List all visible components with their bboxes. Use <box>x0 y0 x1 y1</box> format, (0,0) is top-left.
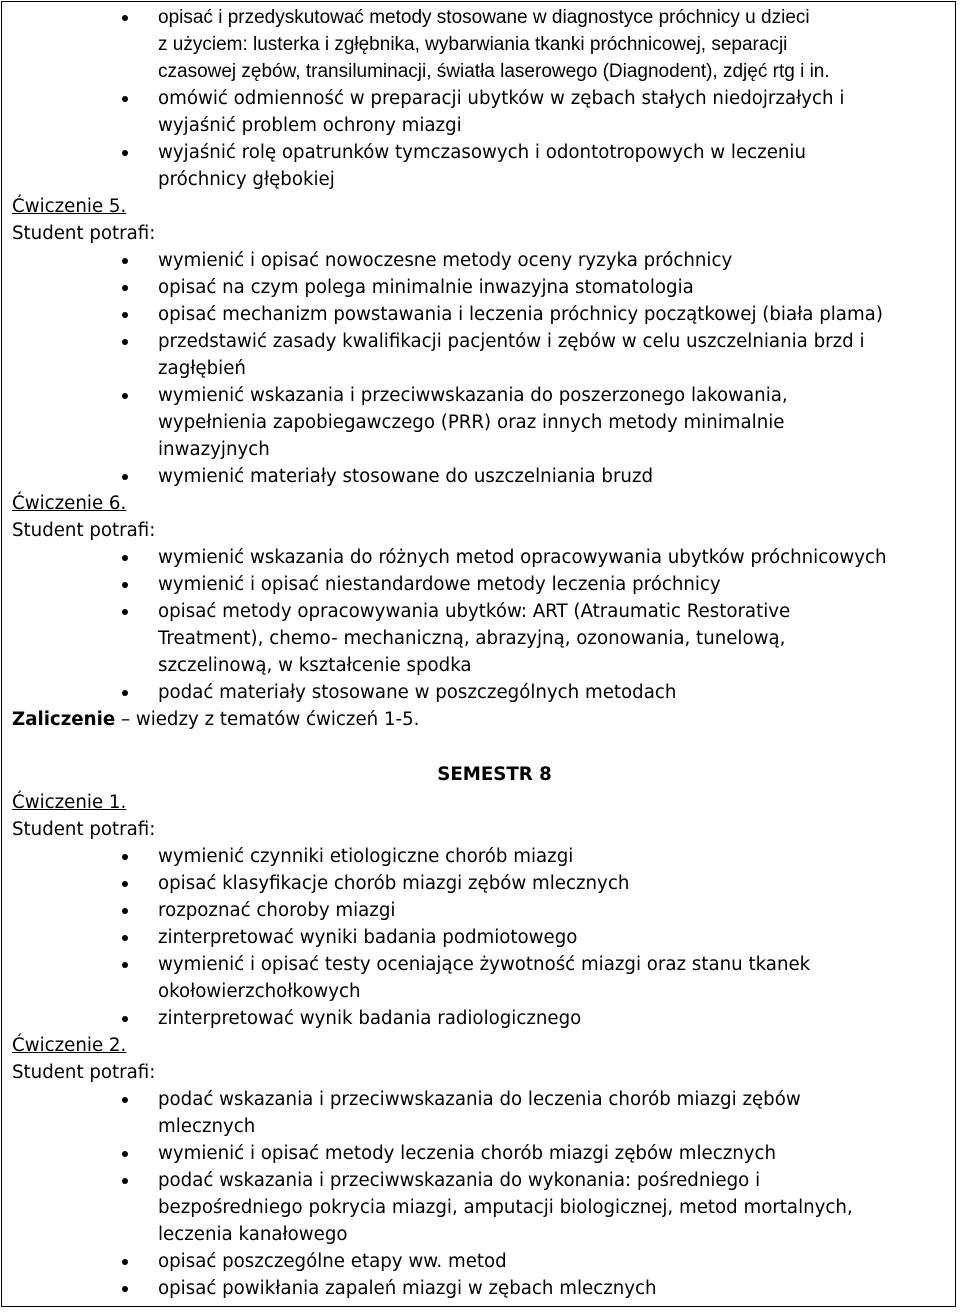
bullet-icon <box>122 962 128 968</box>
bullet-icon <box>122 609 128 615</box>
list-item <box>12 301 947 328</box>
list-item-line: wyjaśnić problem ochrony miazgi <box>158 115 462 136</box>
list-item <box>12 274 947 301</box>
list-item <box>12 328 947 382</box>
s8-exercise-2-list <box>12 1086 947 1302</box>
zaliczenie-line <box>12 706 947 733</box>
list-item-line: opisać metody opracowywania ubytków: ART (Atraumatic Restorative <box>158 601 791 622</box>
list-item-line: opisać mechanizm powstawania i leczenia próchnicy początkowej (biała plama) <box>158 304 883 325</box>
list-item-line: opisać klasyfikacje chorób miazgi zębów mlecznych <box>158 873 630 894</box>
list-item-line: szczelinową, w kształcenie spodka <box>158 655 472 676</box>
exercise-5-student: Student potrafi: <box>12 223 156 244</box>
bullet-icon <box>122 1286 128 1292</box>
bullet-icon <box>122 285 128 291</box>
prev-bullet-list <box>12 85 947 193</box>
list-item <box>12 843 947 870</box>
list-item <box>12 85 947 139</box>
list-item-line: Treatment), chemo- mechaniczną, abrazyjną, ozonowania, tunelową, <box>158 628 786 649</box>
list-item <box>12 1248 947 1275</box>
exercise-5-heading: Ćwiczenie 5. <box>12 196 127 217</box>
list-item-line: wymienić i opisać metody leczenia chorób miazgi zębów mlecznych <box>158 1143 777 1164</box>
list-item-line: wymienić i opisać nowoczesne metody oceny ryzyka próchnicy <box>158 250 733 271</box>
list-item <box>12 139 947 193</box>
s8-exercise-2-student: Student potrafi: <box>12 1062 156 1083</box>
list-item <box>12 1275 947 1302</box>
list-item-line: leczenia kanałowego <box>158 1224 348 1245</box>
list-item <box>12 679 947 706</box>
list-item <box>12 1167 947 1248</box>
bullet-icon <box>122 1151 128 1157</box>
list-item <box>12 951 947 1005</box>
list-item-line: opisać na czym polega minimalnie inwazyjna stomatologia <box>158 277 694 298</box>
bullet-icon <box>122 1097 128 1103</box>
list-item-line: omówić odmienność w preparacji ubytków w zębach stałych niedojrzałych i <box>158 88 845 109</box>
list-item-line: zinterpretować wyniki badania podmiotowego <box>158 927 578 948</box>
exercise-6-heading: Ćwiczenie 6. <box>12 493 127 514</box>
bullet-icon <box>122 1178 128 1184</box>
list-item-line: z użyciem: lusterka i zgłębnika, wybarwiania tkanki próchnicowej, separacji <box>158 34 788 55</box>
bullet-icon <box>122 15 128 21</box>
bullet-icon <box>122 150 128 156</box>
bullet-icon <box>122 582 128 588</box>
s8-exercise-1-student: Student potrafi: <box>12 819 156 840</box>
s8-exercise-1-heading: Ćwiczenie 1. <box>12 792 127 813</box>
bullet-icon <box>122 1016 128 1022</box>
list-item-line: rozpoznać choroby miazgi <box>158 900 396 921</box>
list-item <box>12 870 947 897</box>
list-item-line: przedstawić zasady kwalifikacji pacjentów i zębów w celu uszczelniania brzd i <box>158 331 865 352</box>
list-item <box>12 924 947 951</box>
bullet-icon <box>122 935 128 941</box>
bullet-icon <box>122 555 128 561</box>
list-item-line: wypełnienia zapobiegawczego (PRR) oraz innych metody minimalnie <box>158 412 785 433</box>
list-item-line: podać wskazania i przeciwwskazania do leczenia chorób miazgi zębów <box>158 1089 801 1110</box>
list-item <box>12 4 947 85</box>
list-item <box>12 382 947 463</box>
list-item <box>12 247 947 274</box>
list-item <box>12 463 947 490</box>
bullet-icon <box>122 1259 128 1265</box>
bullet-icon <box>122 96 128 102</box>
list-item-line: bezpośredniego pokrycia miazgi, amputacji biologicznej, metod mortalnych, <box>158 1197 853 1218</box>
exercise-6-list <box>12 544 947 706</box>
exercise-6-student: Student potrafi: <box>12 520 156 541</box>
zaliczenie-label: Zaliczenie <box>12 709 116 730</box>
list-item <box>12 544 947 571</box>
bullet-icon <box>122 393 128 399</box>
list-item-line: zinterpretować wynik badania radiologicznego <box>158 1008 582 1029</box>
list-item-line: opisać poszczególne etapy ww. metod <box>158 1251 507 1272</box>
list-item-line: zagłębień <box>158 358 246 379</box>
list-item-line: mlecznych <box>158 1116 256 1137</box>
list-item-line: podać materiały stosowane w poszczególnych metodach <box>158 682 677 703</box>
list-item <box>12 571 947 598</box>
list-item-line: okołowierzchołkowych <box>158 981 361 1002</box>
list-item-line: czasowej zębów, transiluminacji, światła laserowego (Diagnodent), zdjęć rtg i in. <box>158 61 830 82</box>
top-section <box>12 4 947 85</box>
bullet-icon <box>122 339 128 345</box>
bullet-icon <box>122 312 128 318</box>
list-item <box>12 897 947 924</box>
bullet-icon <box>122 474 128 480</box>
list-item <box>12 1005 947 1032</box>
list-item-line: wymienić wskazania i przeciwwskazania do poszerzonego lakowania, <box>158 385 788 406</box>
list-item <box>12 1140 947 1167</box>
list-item-line: wymienić i opisać niestandardowe metody leczenia próchnicy <box>158 574 721 595</box>
list-item-line: próchnicy głębokiej <box>158 169 335 190</box>
list-item-line: podać wskazania i przeciwwskazania do wykonania: pośredniego i <box>158 1170 761 1191</box>
top-bullet-list <box>12 4 947 85</box>
semester-heading: SEMESTR 8 <box>437 764 552 785</box>
list-item-line: opisać i przedyskutować metody stosowane w diagnostyce próchnicy u dzieci <box>158 7 810 28</box>
bullet-icon <box>122 881 128 887</box>
list-item-line: wyjaśnić rolę opatrunków tymczasowych i odontotropowych w leczeniu <box>158 142 807 163</box>
bullet-icon <box>122 690 128 696</box>
s8-exercise-2-heading: Ćwiczenie 2. <box>12 1035 127 1056</box>
zaliczenie-text: – wiedzy z tematów ćwiczeń 1-5. <box>115 709 420 730</box>
exercise-5-list <box>12 247 947 490</box>
list-item <box>12 598 947 679</box>
list-item-line: wymienić czynniki etiologiczne chorób miazgi <box>158 846 574 867</box>
s8-exercise-1-list <box>12 843 947 1032</box>
list-item-line: opisać powikłania zapaleń miazgi w zębach mlecznych <box>158 1278 657 1299</box>
list-item <box>12 1086 947 1140</box>
list-item-line: wymienić i opisać testy oceniające żywotność miazgi oraz stanu tkanek <box>158 954 811 975</box>
list-item-line: wymienić materiały stosowane do uszczelniania bruzd <box>158 466 654 487</box>
bullet-icon <box>122 854 128 860</box>
bullet-icon <box>122 258 128 264</box>
bullet-icon <box>122 908 128 914</box>
list-item-line: wymienić wskazania do różnych metod opracowywania ubytków próchnicowych <box>158 547 887 568</box>
list-item-line: inwazyjnych <box>158 439 270 460</box>
document-body <box>12 85 947 1302</box>
